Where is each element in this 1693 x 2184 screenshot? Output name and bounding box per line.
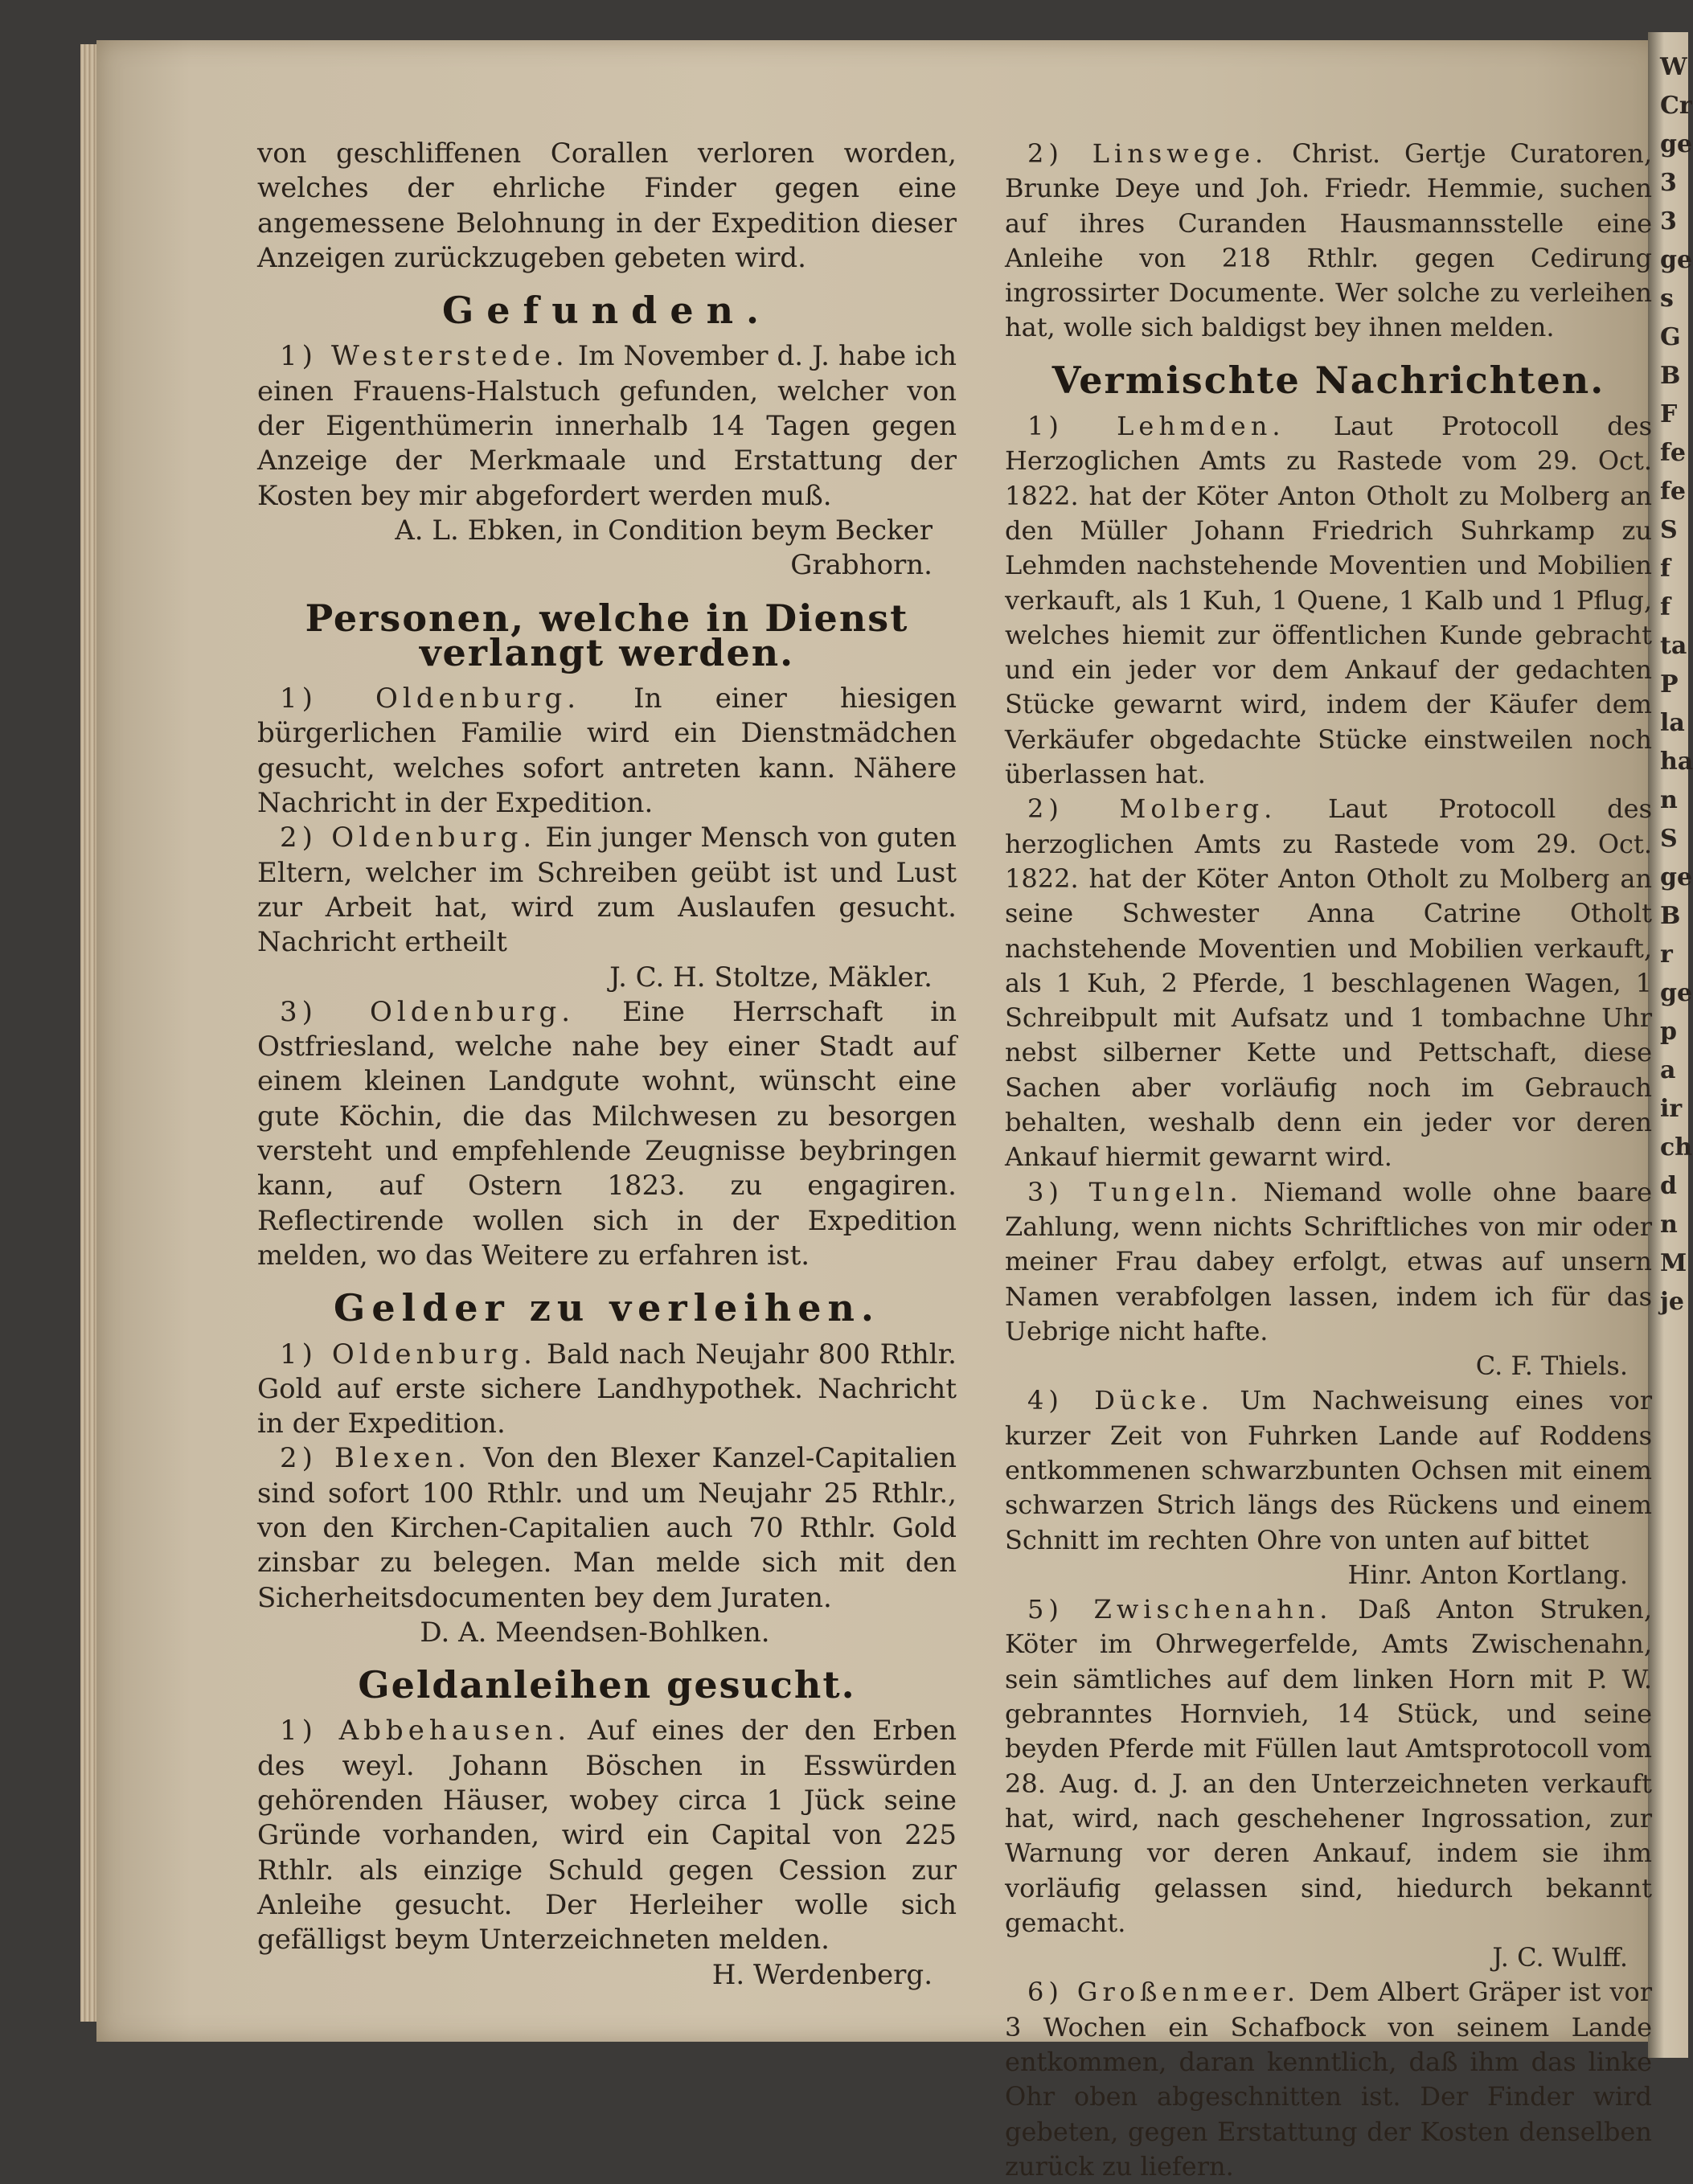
notice-text: Bald nach Neujahr 800 Rthlr. Gold auf erste sichere Landhypothek. Nachricht in der Expedition. [257, 1338, 957, 1440]
place-label: 1) Oldenburg. [280, 682, 581, 715]
notice-linswege [1005, 137, 1652, 346]
notice-duecke [1005, 1383, 1652, 1557]
notice-text: Auf eines der den Erben des weyl. Johann Böschen in Esswürden gehörenden Häuser, wobey circa 1 Jück seine Gründe vorhanden, wird ein Capital von 225 Rthlr. als einzige Schuld gegen Cession zur Anleihe gesucht. Der Herleiher wolle sich gefälligst beym Unterzeichneten melden. [257, 1715, 957, 1957]
notice-grossenmeer [1005, 1975, 1652, 2184]
notice-tungeln [1005, 1175, 1652, 1349]
notice-text: Eine Herrschaft in Ostfriesland, welche nahe bey einer Stadt auf einem kleinen Landgute wohnt, wünscht eine gute Köchin, die das Milchwesen zu besorgen versteht und empfehlende Zeugnisse beybringen kann, auf Ostern 1823. zu engagiren. Reflectirende wollen sich in der Expedition melden, wo das Weitere zu erfahren ist. [257, 995, 957, 1272]
notice-text: Von den Blexer Kanzel-Capitalien sind sofort 100 Rthlr. und um Neujahr 25 Rthlr., von den Kirchen-Capitalien auch 70 Rthlr. Gold zinsbar zu belegen. Man melde sich mit den Sicherheitsdocumenten bey dem Juraten. [257, 1442, 957, 1614]
place-label: 3) Tungeln. [1027, 1176, 1243, 1207]
notice-text: Laut Protocoll des Herzoglichen Amts zu Rastede vom 29. Oct. 1822. hat der Köter Anton Otholt zu Molberg an den Müller Johann Friedrich Suhrkamp zu Lehmden nachstehende Moventien und Mobilien verkauft, als 1 Kuh, 1 Quene, 1 Kalb und 1 Pflug, welches hiemit zur öffentlichen Kunde gebracht und ein jeder vor dem Ankauf der gedachten Stücke gewarnt wird, indem der Käufer dem Verkäufer obgedachte Stücke einstweilen noch überlassen hat. [1005, 411, 1653, 790]
place-label: 3) Oldenburg. [280, 995, 576, 1028]
heading-vermischte: Vermischte Nachrichten. [1051, 358, 1605, 402]
heading-gelder: Gelder zu verleihen. [334, 1286, 880, 1330]
place-label: 1) Abbehausen. [280, 1715, 572, 1748]
notice-westerstede [257, 339, 957, 513]
notice-blexen [257, 1441, 957, 1615]
place-label: 1) Oldenburg. [280, 1338, 537, 1371]
signature: H. Werdenberg. [711, 1958, 933, 1991]
heading-gefunden: Gefunden. [441, 289, 773, 333]
signature: A. L. Ebken, in Condition beym Becker Grabhorn. [395, 514, 933, 582]
place-label: 5) Zwischenahn. [1027, 1594, 1333, 1625]
notice-molberg [1005, 792, 1652, 1174]
notice-text: Um Nachweisung eines vor kurzer Zeit von Fuhrken Lande auf Roddens entkommenen schwarzbunten Ochsen mit einem schwarzen Strich längs des Rückens und einem Schnitt im rechten Ohre von unten auf bittet [1005, 1385, 1653, 1555]
heading-geldanleihen: Geldanleihen gesucht. [358, 1663, 856, 1707]
signature: D. A. Meendsen-Bohlken. [420, 1616, 770, 1649]
notice-text: Niemand wolle ohne baare Zahlung, wenn nichts Schriftliches von mir oder meiner Frau dabey erfolgt, etwas auf unsern Namen verabfolgen lassen, indem ich für das Uebrige nicht hafte. [1005, 1176, 1653, 1346]
place-label: 1) Lehmden. [1027, 411, 1285, 442]
right-column [1005, 137, 1652, 2184]
notice-abbehausen [257, 1714, 957, 1957]
place-label: 2) Oldenburg. [280, 822, 537, 854]
signature: J. C. H. Stoltze, Mäkler. [609, 961, 933, 994]
notice-zwischenahn [1005, 1592, 1652, 1940]
place-label: 6) Großenmeer. [1027, 1977, 1301, 2008]
notice-oldenburg-3 [257, 995, 957, 1273]
signature: J. C. Wulff. [1492, 1942, 1628, 1973]
notice-text: In einer hiesigen bürgerlichen Familie wird ein Dienstmädchen gesucht, welches sofort antreten kann. Nähere Nachricht in der Expedition. [257, 682, 957, 820]
notice-text: Daß Anton Struken, Köter im Ohrwegerfelde, Amts Zwischenahn, sein sämtliches auf dem linken Horn mit P. W. gebranntes Hornvieh, 14 Stück, und seine beyden Pferde mit Füllen laut Amtsprotocoll vom 28. Aug. d. J. an den Unterzeichneten verkauft hat, wird, nach geschehener Ingrossation, zur Warnung vor deren Ankauf, indem sie ihm vorläufig gelassen sind, hiedurch bekannt gemacht. [1005, 1594, 1653, 1938]
notice-lehmden [1005, 409, 1652, 792]
notice-oldenburg-2 [257, 821, 957, 960]
notice-text: Laut Protocoll des herzoglichen Amts zu Rastede vom 29. Oct. 1822. hat der Köter Anton Otholt zu Molberg an seine Schwester Anna Catrine Otholt nachstehende Moventien und Mobilien verkauft, als 1 Kuh, 2 Pferde, 1 beschlagenen Wagen, 1 Schreibpult mit Aufsatz und 1 tombachne Uhr nebst silberner Kette und Pettschaft, diese Sachen aber vorläufig noch im Gebrauch behalten, weshalb denn ein jeder vor deren Ankauf hiermit gewarnt wird. [1005, 793, 1652, 1173]
signature: C. F. Thiels. [1475, 1350, 1628, 1382]
place-label: 1) Westerstede. [280, 340, 569, 373]
heading-personen: Personen, welche in Dienst verlangt werden. [305, 596, 909, 674]
notice-text: Ein junger Mensch von guten Eltern, welcher im Schreiben geübt ist und Lust zur Arbeit hat, wird zum Auslaufen gesucht. Nachricht ertheilt [257, 822, 957, 959]
left-column [257, 137, 957, 1993]
place-label: 2) Blexen. [280, 1442, 471, 1475]
next-page-fragment: W Cr ge 3 3 ge s G B F fe fe S f f ta P la ha n S ge B r ge p a ir ch d n M je [1660, 53, 1693, 1316]
opening-paragraph: von geschliffenen Corallen verloren worden, welches der ehrliche Finder gegen eine angemessene Belohnung in der Expedition dieser Anzeigen zurückzugeben gebeten wird. [257, 137, 957, 274]
place-label: 2) Molberg. [1027, 793, 1277, 825]
place-label: 4) Dücke. [1027, 1385, 1214, 1416]
notice-text: Christ. Gertje Curatoren, Brunke Deye und Joh. Friedr. Hemmie, suchen auf ihres Curanden Hausmannsstelle eine Anleihe von 218 Rthlr. gegen Cedirung ingrossirter Documente. Wer solche zu verleihen hat, wolle sich baldigst bey ihnen melden. [1005, 138, 1653, 343]
notice-text: Dem Albert Gräper ist vor 3 Wochen ein Schafbock von seinem Lande entkommen, daran kenntlich, daß ihm das linke Ohr oben abgeschnitten ist. Der Finder wird gebeten, gegen Erstattung der Kosten denselben zurück zu liefern. [1005, 1977, 1653, 2182]
notice-oldenburg-loan [257, 1338, 957, 1442]
place-label: 2) Linswege. [1027, 138, 1269, 169]
notice-oldenburg-1 [257, 682, 957, 821]
notice-text: Im November d. J. habe ich einen Frauens-Halstuch gefunden, welcher von der Eigenthümerin innerhalb 14 Tagen gegen Anzeige der Merkmaale und Erstattung der Kosten bey mir abgefordert werden muß. [257, 340, 957, 512]
signature: Hinr. Anton Kortlang. [1347, 1559, 1628, 1590]
